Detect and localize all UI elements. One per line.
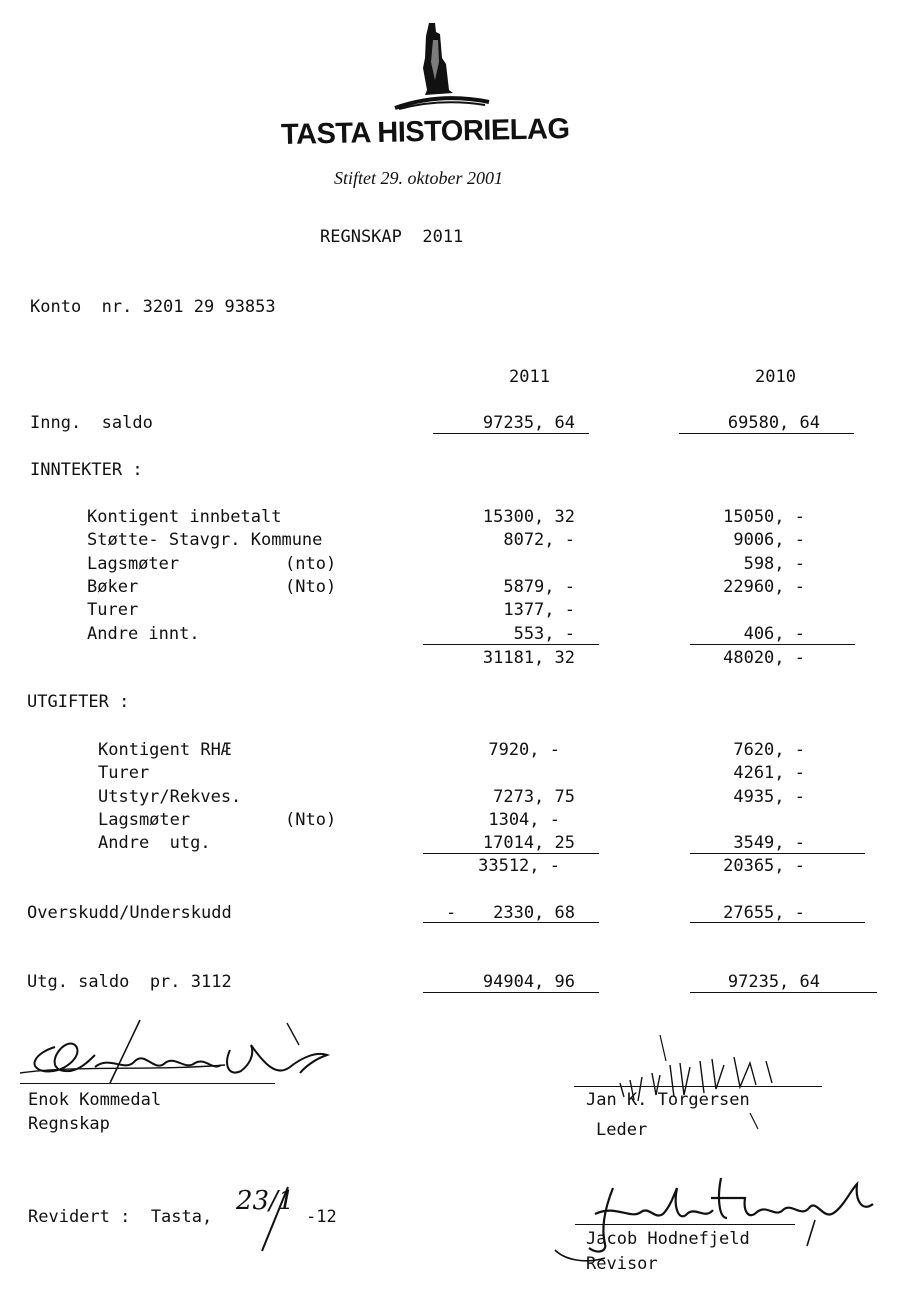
income-row-label: Lagsmøter: [87, 554, 180, 574]
opening-balance-2011: 97235, 64: [482, 413, 575, 433]
income-row-label: Kontigent innbetalt: [87, 507, 282, 527]
treasurer-name: Enok Kommedal: [28, 1090, 162, 1110]
auditor-signature: [545, 1168, 895, 1268]
expenses-heading: UTGIFTER :: [27, 692, 130, 712]
expense-total-rule: [690, 853, 865, 854]
document-title: REGNSKAP 2011: [320, 227, 464, 247]
income-row-2010: 9006, -: [733, 530, 805, 550]
income-row-label: Turer: [87, 600, 139, 620]
treasurer-signature-line: [20, 1083, 275, 1084]
income-total-2010: 48020, -: [723, 648, 805, 668]
income-row-2011: 1377, -: [503, 600, 575, 620]
income-total-rule: [690, 644, 855, 645]
column-header-2010: 2010: [755, 367, 796, 387]
income-row-label: Støtte- Stavgr. Kommune: [87, 530, 323, 550]
result-rule: [690, 922, 865, 923]
opening-balance-2010: 69580, 64: [727, 413, 820, 433]
expense-row-label: Lagsmøter: [98, 810, 191, 830]
column-header-2011: 2011: [509, 367, 550, 387]
income-row-label: Bøker: [87, 577, 139, 597]
result-2011: 2330, 68: [493, 903, 575, 923]
closing-balance-rule: [423, 992, 599, 993]
income-heading: INNTEKTER :: [30, 460, 143, 480]
income-row-label: Andre innt.: [87, 624, 200, 644]
income-row-note: (Nto): [285, 577, 337, 597]
expense-row-label: Andre utg.: [98, 833, 211, 853]
income-row-2010: 15050, -: [723, 507, 805, 527]
expense-row-2010: 4935, -: [733, 787, 805, 807]
opening-balance-label: Inng. saldo: [30, 413, 153, 433]
result-rule: [423, 922, 599, 923]
expense-row-2011: 7273, 75: [493, 787, 575, 807]
income-row-2011: 553, -: [513, 624, 575, 644]
treasurer-role: Regnskap: [28, 1114, 110, 1134]
expense-row-2010: 3549, -: [733, 833, 805, 853]
closing-balance-2010: 97235, 64: [727, 972, 820, 992]
leader-role: Leder: [596, 1120, 648, 1140]
result-2011-sign: -: [446, 903, 457, 923]
income-total-rule: [423, 644, 599, 645]
income-row-2010: 22960, -: [723, 577, 805, 597]
opening-balance-rule: [433, 433, 589, 434]
audit-year-suffix: -12: [306, 1207, 337, 1227]
income-row-note: (nto): [285, 554, 337, 574]
expense-row-2011: 7920, -: [488, 740, 560, 760]
account-number: Konto nr. 3201 29 93853: [30, 297, 276, 317]
expense-row-2010: 7620, -: [733, 740, 805, 760]
income-row-2011: 15300, 32: [482, 507, 575, 527]
expense-total-2010: 20365, -: [723, 856, 805, 876]
expense-row-2010: 4261, -: [733, 763, 805, 783]
expense-row-label: Kontigent RHÆ: [98, 740, 232, 760]
expense-row-label: Turer: [98, 763, 150, 783]
leader-name: Jan K. Torgersen: [586, 1090, 750, 1110]
income-row-2010: 598, -: [743, 554, 805, 574]
closing-balance-2011: 94904, 96: [482, 972, 575, 992]
income-row-2010: 406, -: [743, 624, 805, 644]
expense-total-rule: [423, 853, 599, 854]
income-row-2011: 8072, -: [503, 530, 575, 550]
expense-row-label: Utstyr/Rekves.: [98, 787, 242, 807]
founded-date: Stiftet 29. oktober 2001: [334, 168, 503, 188]
income-total-2011: 31181, 32: [482, 648, 575, 668]
audited-label: Revidert : Tasta,: [28, 1207, 213, 1227]
expense-row-2011: 1304, -: [488, 810, 560, 830]
leader-signature-line: [574, 1086, 822, 1087]
opening-balance-rule: [679, 433, 854, 434]
treasurer-signature: [15, 1015, 335, 1090]
leader-signature: [600, 1025, 810, 1135]
audit-date-text: 23/1: [236, 1186, 295, 1216]
closing-balance-rule: [690, 992, 877, 993]
auditor-name: Jacob Hodnefjeld: [586, 1229, 750, 1249]
expense-row-2011: 17014, 25: [482, 833, 575, 853]
auditor-role: Revisor: [586, 1254, 658, 1274]
result-label: Overskudd/Underskudd: [27, 903, 232, 923]
result-2010: 27655, -: [723, 903, 805, 923]
auditor-signature-line: [575, 1224, 795, 1225]
expense-row-note: (Nto): [285, 810, 337, 830]
statue-logo: [385, 18, 495, 114]
org-name: TASTA HISTORIELAG: [280, 112, 570, 152]
expense-total-2011: 33512, -: [478, 856, 560, 876]
closing-balance-label: Utg. saldo pr. 3112: [27, 972, 232, 992]
income-row-2011: 5879, -: [503, 577, 575, 597]
handwritten-audit-date: [232, 1175, 312, 1253]
